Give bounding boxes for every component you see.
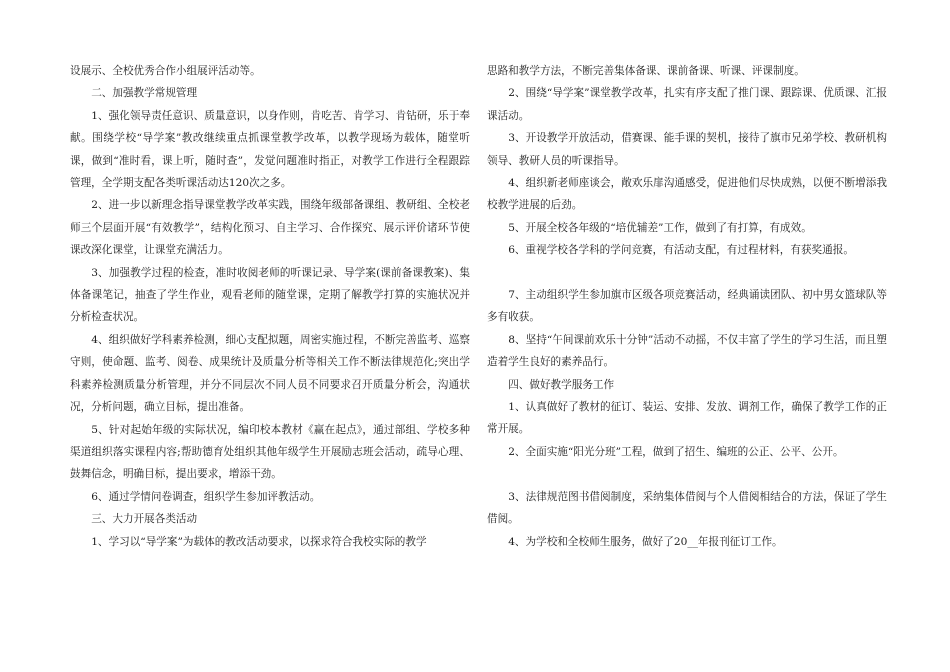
section-heading: 三、大力开展各类活动 bbox=[91, 513, 198, 526]
paragraph: 4、组织新老师座谈会，敞欢乐扉沟通感受，促进他们尽快成熟，以便不断增添我校教学进展的后劲。 bbox=[487, 177, 887, 212]
paragraph: 8、坚持“午间课前欢乐十分钟”活动不动摇，不仅丰富了学生的学习生活，而且塑造着学生良好的素养品行。 bbox=[487, 333, 887, 369]
paragraph: 1、强化领导责任意识、质量意识，以身作则，肯吃苦、肯学习、肯钻研，乐于奉献。围绕学校“导学案”教改继续重点抓课堂教学改革，以教学现场为载体，随堂听课，做到“准时看，课上听，随时查”，发觉问题准时指正，对教学工作进行全程跟踪管理，全学期支配各类听课活动达120次之多。 bbox=[70, 109, 470, 190]
paragraph: 6、重视学校各学科的学问竞赛，有活动支配，有过程材料，有获奖通报。 bbox=[508, 244, 854, 257]
paragraph: 3、加强教学过程的检查，准时收阅老师的听课记录、导学案(课前备课教案)、集体备课笔记，抽查了学生作业，观看老师的随堂课，定期了解教学打算的实施状况并分析检查状况。 bbox=[70, 266, 470, 324]
paragraph: 5、开展全校各年级的“培优辅差”工作，做到了有打算，有成效。 bbox=[508, 221, 812, 234]
paragraph: 3、开设教学开放活动，借赛课、能手课的契机，接待了旗市兄弟学校、教研机构领导、教研人员的听课指导。 bbox=[487, 132, 887, 167]
paragraph: 1、学习以“导学案”为载体的教改活动要求，以探求符合我校实际的教学 bbox=[91, 535, 427, 548]
paragraph: 1、认真做好了教材的征订、装运、安排、发放、调剂工作，确保了教学工作的正常开展。 bbox=[487, 401, 887, 436]
paragraph: 7、主动组织学生参加旗市区级各项竞赛活动，经典诵读团队、初中男女篮球队等多有收获。 bbox=[487, 289, 887, 324]
paragraph: 4、组织做好学科素养检测，细心支配拟题，周密实施过程，不断完善监考、巡察守则，使命题、监考、阅卷、成果统计及质量分析等相关工作不断法律规范化;突出学科素养检测质量分析管理，并分不同层次不同人员不同要求召开质量分析会，沟通状况，分析问题，确立目标，提出准备。 bbox=[70, 333, 470, 414]
paragraph: 4、为学校和全校师生服务，做好了20__年报刊征订工作。 bbox=[508, 535, 783, 548]
blank-line bbox=[487, 463, 887, 485]
paragraph: 思路和教学方法，不断完善集体备课、课前备课、听课、评课制度。 bbox=[487, 65, 805, 77]
paragraph: 3、法律规范图书借阅制度，采纳集体借阅与个人借阅相结合的方法，保证了学生借阅。 bbox=[487, 490, 887, 526]
left-column bbox=[70, 60, 470, 553]
paragraph: 6、通过学情问卷调查，组织学生参加评教活动。 bbox=[91, 490, 321, 503]
right-column bbox=[487, 60, 887, 553]
paragraph: 2、围绕“导学案”课堂教学改革，扎实有序支配了推门课、跟踪课、优质课、汇报课活动。 bbox=[487, 87, 887, 122]
paragraph: 设展示、全校优秀合作小组展评活动等。 bbox=[70, 65, 261, 77]
paragraph: 2、进一步以新理念指导课堂教学改革实践，围绕年级部备课组、教研组、全校老师三个层面开展“有效教学”，结构化预习、自主学习、合作探究、展示评价诸环节使课改深化课堂，让课堂充满活力。 bbox=[70, 199, 470, 257]
blank-line bbox=[487, 262, 887, 284]
paragraph: 2、全面实施“阳光分班”工程，做到了招生、编班的公正、公平、公开。 bbox=[508, 445, 844, 458]
section-heading: 二、加强教学常规管理 bbox=[91, 87, 198, 100]
section-heading: 四、做好教学服务工作 bbox=[508, 378, 615, 391]
paragraph: 5、针对起始年级的实际状况，编印校本教材《赢在起点》，通过部组、学校多种渠道组织落实课程内容;帮助德育处组织其他年级学生开展励志班会活动，疏导心理、鼓舞信念，明确目标，提出要求，增添干劲。 bbox=[70, 423, 470, 481]
